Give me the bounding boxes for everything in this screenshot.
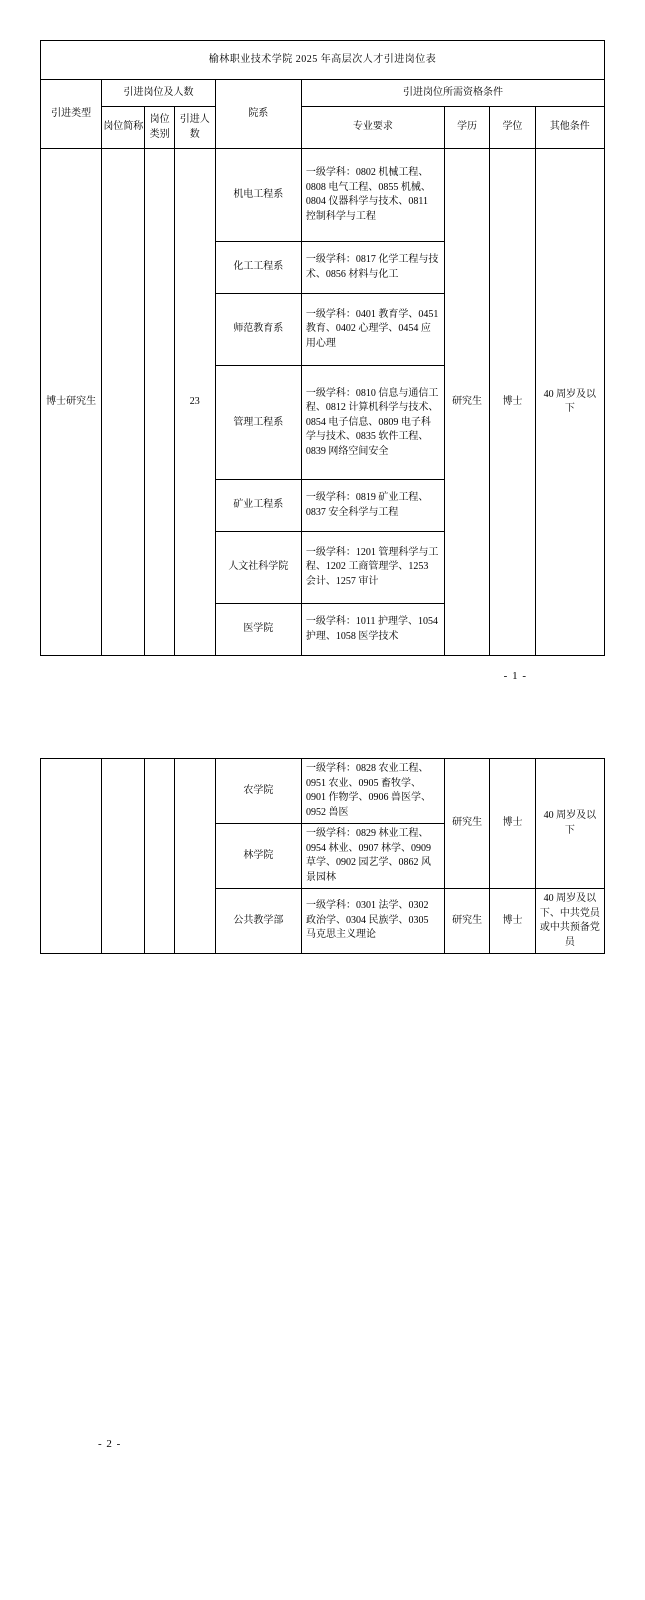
cell-education: 研究生 [444, 889, 489, 954]
header-intro-type: 引进类型 [41, 79, 102, 149]
page-number-2: - 2 - [98, 1438, 122, 1450]
cell-education: 研究生 [444, 149, 489, 656]
table-title-row [41, 41, 605, 80]
page-break-gap [0, 682, 645, 718]
cell-post-category-cont [145, 759, 175, 954]
cell-department: 化工工程系 [215, 242, 301, 294]
cell-post-count: 23 [174, 149, 215, 656]
cell-department: 医学院 [215, 604, 301, 656]
header-post-category: 岗位类别 [145, 107, 174, 149]
page-2-sheet [0, 718, 645, 1450]
cell-major: 一级学科：0810 信息与通信工程、0812 计算机科学与技术、0854 电子信息、0809 电子科学与技术、0835 软件工程、0839 网络空间安全 [301, 366, 444, 480]
cell-department: 矿业工程系 [215, 480, 301, 532]
table-header-row-1 [41, 79, 605, 107]
cell-intro-type-cont [41, 759, 102, 954]
cell-major: 一级学科：0829 林业工程、0954 林业、0907 林学、0909 草学、0902 园艺学、0862 风景园林 [301, 824, 444, 889]
header-education: 学历 [444, 107, 489, 149]
cell-major: 一级学科：0301 法学、0302 政治学、0304 民族学、0305 马克思主义理论 [301, 889, 444, 954]
cell-department: 师范教育系 [215, 293, 301, 365]
cell-major: 一级学科：0819 矿业工程、0837 安全科学与工程 [301, 480, 444, 532]
header-major: 专业要求 [301, 107, 444, 149]
cell-degree: 博士 [490, 759, 535, 889]
cell-major: 一级学科：1011 护理学、1054 护理、1058 医学技术 [301, 604, 444, 656]
header-post-count: 引进人数 [174, 107, 215, 149]
page-number-1: - 1 - [503, 670, 527, 682]
header-requirements-group: 引进岗位所需资格条件 [301, 79, 604, 107]
cell-post-abbr [102, 149, 145, 656]
table-header-row-2 [41, 107, 605, 149]
table-row [41, 759, 605, 824]
cell-major: 一级学科：0802 机械工程、0808 电气工程、0855 机械、0804 仪器科学与技术、0811 控制科学与工程 [301, 149, 444, 242]
page-1-sheet [0, 0, 645, 682]
cell-degree: 博士 [490, 889, 535, 954]
cell-major: 一级学科：0828 农业工程、0951 农业、0905 畜牧学、0901 作物学、0906 兽医学、0952 兽医 [301, 759, 444, 824]
cell-intro-type: 博士研究生 [41, 149, 102, 656]
cell-department: 管理工程系 [215, 366, 301, 480]
cell-post-abbr-cont [102, 759, 145, 954]
page-2-whitespace [40, 954, 605, 1424]
cell-other-condition: 40 周岁及以下、中共党员或中共预备党员 [535, 889, 604, 954]
cell-post-category [145, 149, 174, 656]
positions-table-page-2 [40, 758, 605, 954]
header-post-group: 引进岗位及人数 [102, 79, 215, 107]
header-degree: 学位 [490, 107, 535, 149]
cell-other-condition: 40 周岁及以下 [535, 149, 604, 656]
cell-major: 一级学科：0817 化学工程与技术、0856 材料与化工 [301, 242, 444, 294]
cell-major: 一级学科：1201 管理科学与工程、1202 工商管理学、1253 会计、1257 审计 [301, 531, 444, 603]
header-post-abbr: 岗位简称 [102, 107, 145, 149]
cell-post-count-cont [174, 759, 215, 954]
page-title: 榆林职业技术学院 2025 年高层次人才引进岗位表 [41, 41, 605, 80]
cell-other-condition: 40 周岁及以下 [535, 759, 604, 889]
table-row [41, 149, 605, 242]
header-department: 院系 [215, 79, 301, 149]
cell-department: 机电工程系 [215, 149, 301, 242]
cell-education: 研究生 [444, 759, 489, 889]
positions-table-page-1 [40, 40, 605, 656]
cell-department: 农学院 [215, 759, 301, 824]
cell-major: 一级学科：0401 教育学、0451 教育、0402 心理学、0454 应用心理 [301, 293, 444, 365]
cell-department: 人文社科学院 [215, 531, 301, 603]
cell-department: 公共教学部 [215, 889, 301, 954]
cell-degree: 博士 [490, 149, 535, 656]
cell-department: 林学院 [215, 824, 301, 889]
header-other: 其他条件 [535, 107, 604, 149]
